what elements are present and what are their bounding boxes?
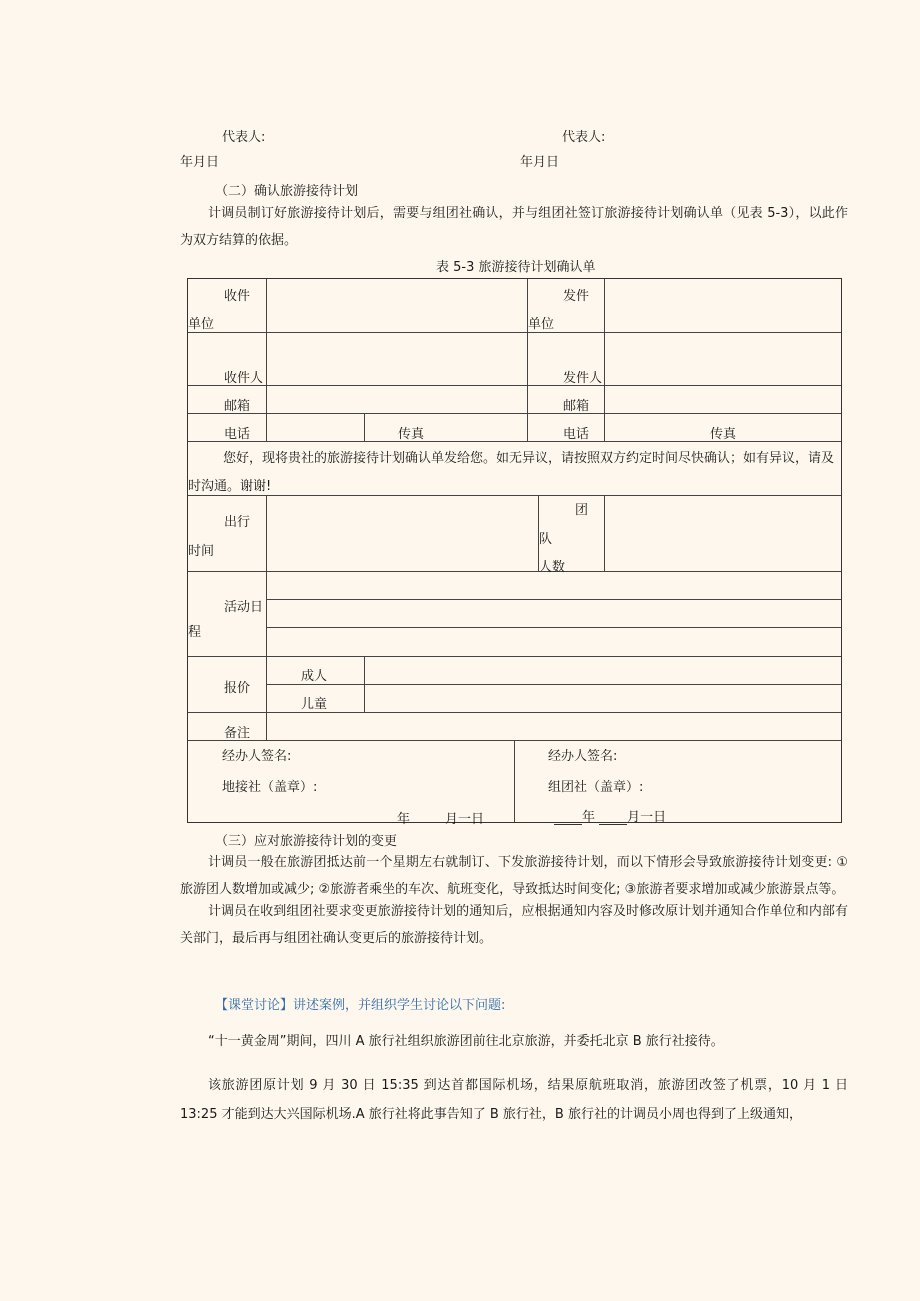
recv-unit-label-b: 单位 bbox=[188, 317, 215, 332]
send-unit-label-a: 发件 bbox=[563, 289, 590, 304]
greeting-text: 您好，现将贵社的旅游接待计划确认单发给您。如无异议，请按照双方约定时间尽快确认；如有异议，请及时沟通。谢谢! bbox=[188, 451, 835, 494]
confirmation-form-table bbox=[187, 278, 842, 827]
remark-label: 备注 bbox=[224, 726, 251, 741]
team-size-label-b: 队 bbox=[539, 532, 553, 547]
fax-label-right: 传真 bbox=[710, 427, 737, 442]
discussion-case-1: “十一黄金周”期间，四川 A 旅行社组织旅游团前往北京旅游，并委托北京 B 旅行社接待。 bbox=[208, 1034, 724, 1049]
depart-time-label-b: 时间 bbox=[188, 544, 215, 559]
discussion-case-2: 该旅游团原计划 9 月 30 日 15:35 到达首都国际机场，结果原航班取消，旅游团改签了机票，10 月 1 日 13:25 才能到达大兴国际机场.A 旅行社将此事告知了 B 旅行社，B 旅行社的计调员小周也得到了上级通知， bbox=[180, 1078, 848, 1122]
right-date-label: 年月日 bbox=[520, 155, 560, 170]
recv-person-label: 收件人 bbox=[224, 371, 264, 386]
send-unit-label-b: 单位 bbox=[528, 317, 555, 332]
section3-paragraph-1: 计调员一般在旅游团抵达前一个星期左右就制订、下发旅游接待计划，而以下情形会导致旅游接待计划变更: ①旅游团人数增加或减少; ②旅游者乘坐的车次、航班变化，导致抵达时间变化; ③旅游者要求增加或减少旅游景点等。 bbox=[180, 855, 848, 897]
schedule-label-a: 活动日 bbox=[224, 600, 264, 615]
table-caption: 表 5-3 旅游接待计划确认单 bbox=[436, 260, 596, 275]
right-date-line bbox=[554, 806, 666, 825]
left-month-day-label: 月一日 bbox=[445, 812, 485, 827]
section3-paragraph-2: 计调员在收到组团社要求变更旅游接待计划的通知后，应根据通知内容及时修改原计划并通知合作单位和内部有关部门，最后再与组团社确认变更后的旅游接待计划。 bbox=[180, 904, 848, 946]
schedule-label-b: 程 bbox=[188, 625, 202, 640]
fax-label-left: 传真 bbox=[398, 427, 425, 442]
right-signer-label: 经办人签名: bbox=[548, 749, 618, 764]
left-signer-label: 经办人签名: bbox=[222, 749, 292, 764]
discussion-title: 【课堂讨论】讲述案例，并组织学生讨论以下问题: bbox=[215, 998, 506, 1013]
right-representative-label: 代表人: bbox=[562, 130, 606, 145]
child-label: 儿童 bbox=[301, 697, 328, 712]
right-year-label: 年 bbox=[582, 810, 596, 825]
mailbox-label-right: 邮箱 bbox=[563, 399, 590, 414]
phone-label-left: 电话 bbox=[224, 427, 251, 442]
right-month-blank[interactable] bbox=[599, 812, 627, 825]
team-size-label-a: 团 bbox=[575, 503, 589, 518]
team-size-label-c: 人数 bbox=[539, 560, 566, 575]
depart-time-label-a: 出行 bbox=[224, 515, 251, 530]
mailbox-label-left: 邮箱 bbox=[224, 399, 251, 414]
recv-unit-label-a: 收件 bbox=[224, 289, 251, 304]
quote-label: 报价 bbox=[224, 681, 251, 696]
section2-heading: （二）确认旅游接待计划 bbox=[215, 184, 359, 199]
right-month-day-label: 月一日 bbox=[627, 810, 667, 825]
adult-label: 成人 bbox=[301, 669, 328, 684]
left-stamp-label: 地接社（盖章）: bbox=[222, 780, 318, 795]
section2-paragraph: 计调员制订好旅游接待计划后，需要与组团社确认，并与组团社签订旅游接待计划确认单（见表 5-3），以此作为双方结算的依据。 bbox=[180, 206, 848, 248]
section3-heading: （三）应对旅游接待计划的变更 bbox=[215, 834, 398, 849]
send-person-label: 发件人 bbox=[563, 371, 603, 386]
left-date-label: 年月日 bbox=[180, 155, 220, 170]
right-year-blank[interactable] bbox=[554, 812, 582, 825]
right-stamp-label: 组团社（盖章）: bbox=[548, 780, 644, 795]
left-year-label: 年 bbox=[397, 812, 411, 827]
left-representative-label: 代表人: bbox=[222, 130, 266, 145]
phone-label-right: 电话 bbox=[563, 427, 590, 442]
